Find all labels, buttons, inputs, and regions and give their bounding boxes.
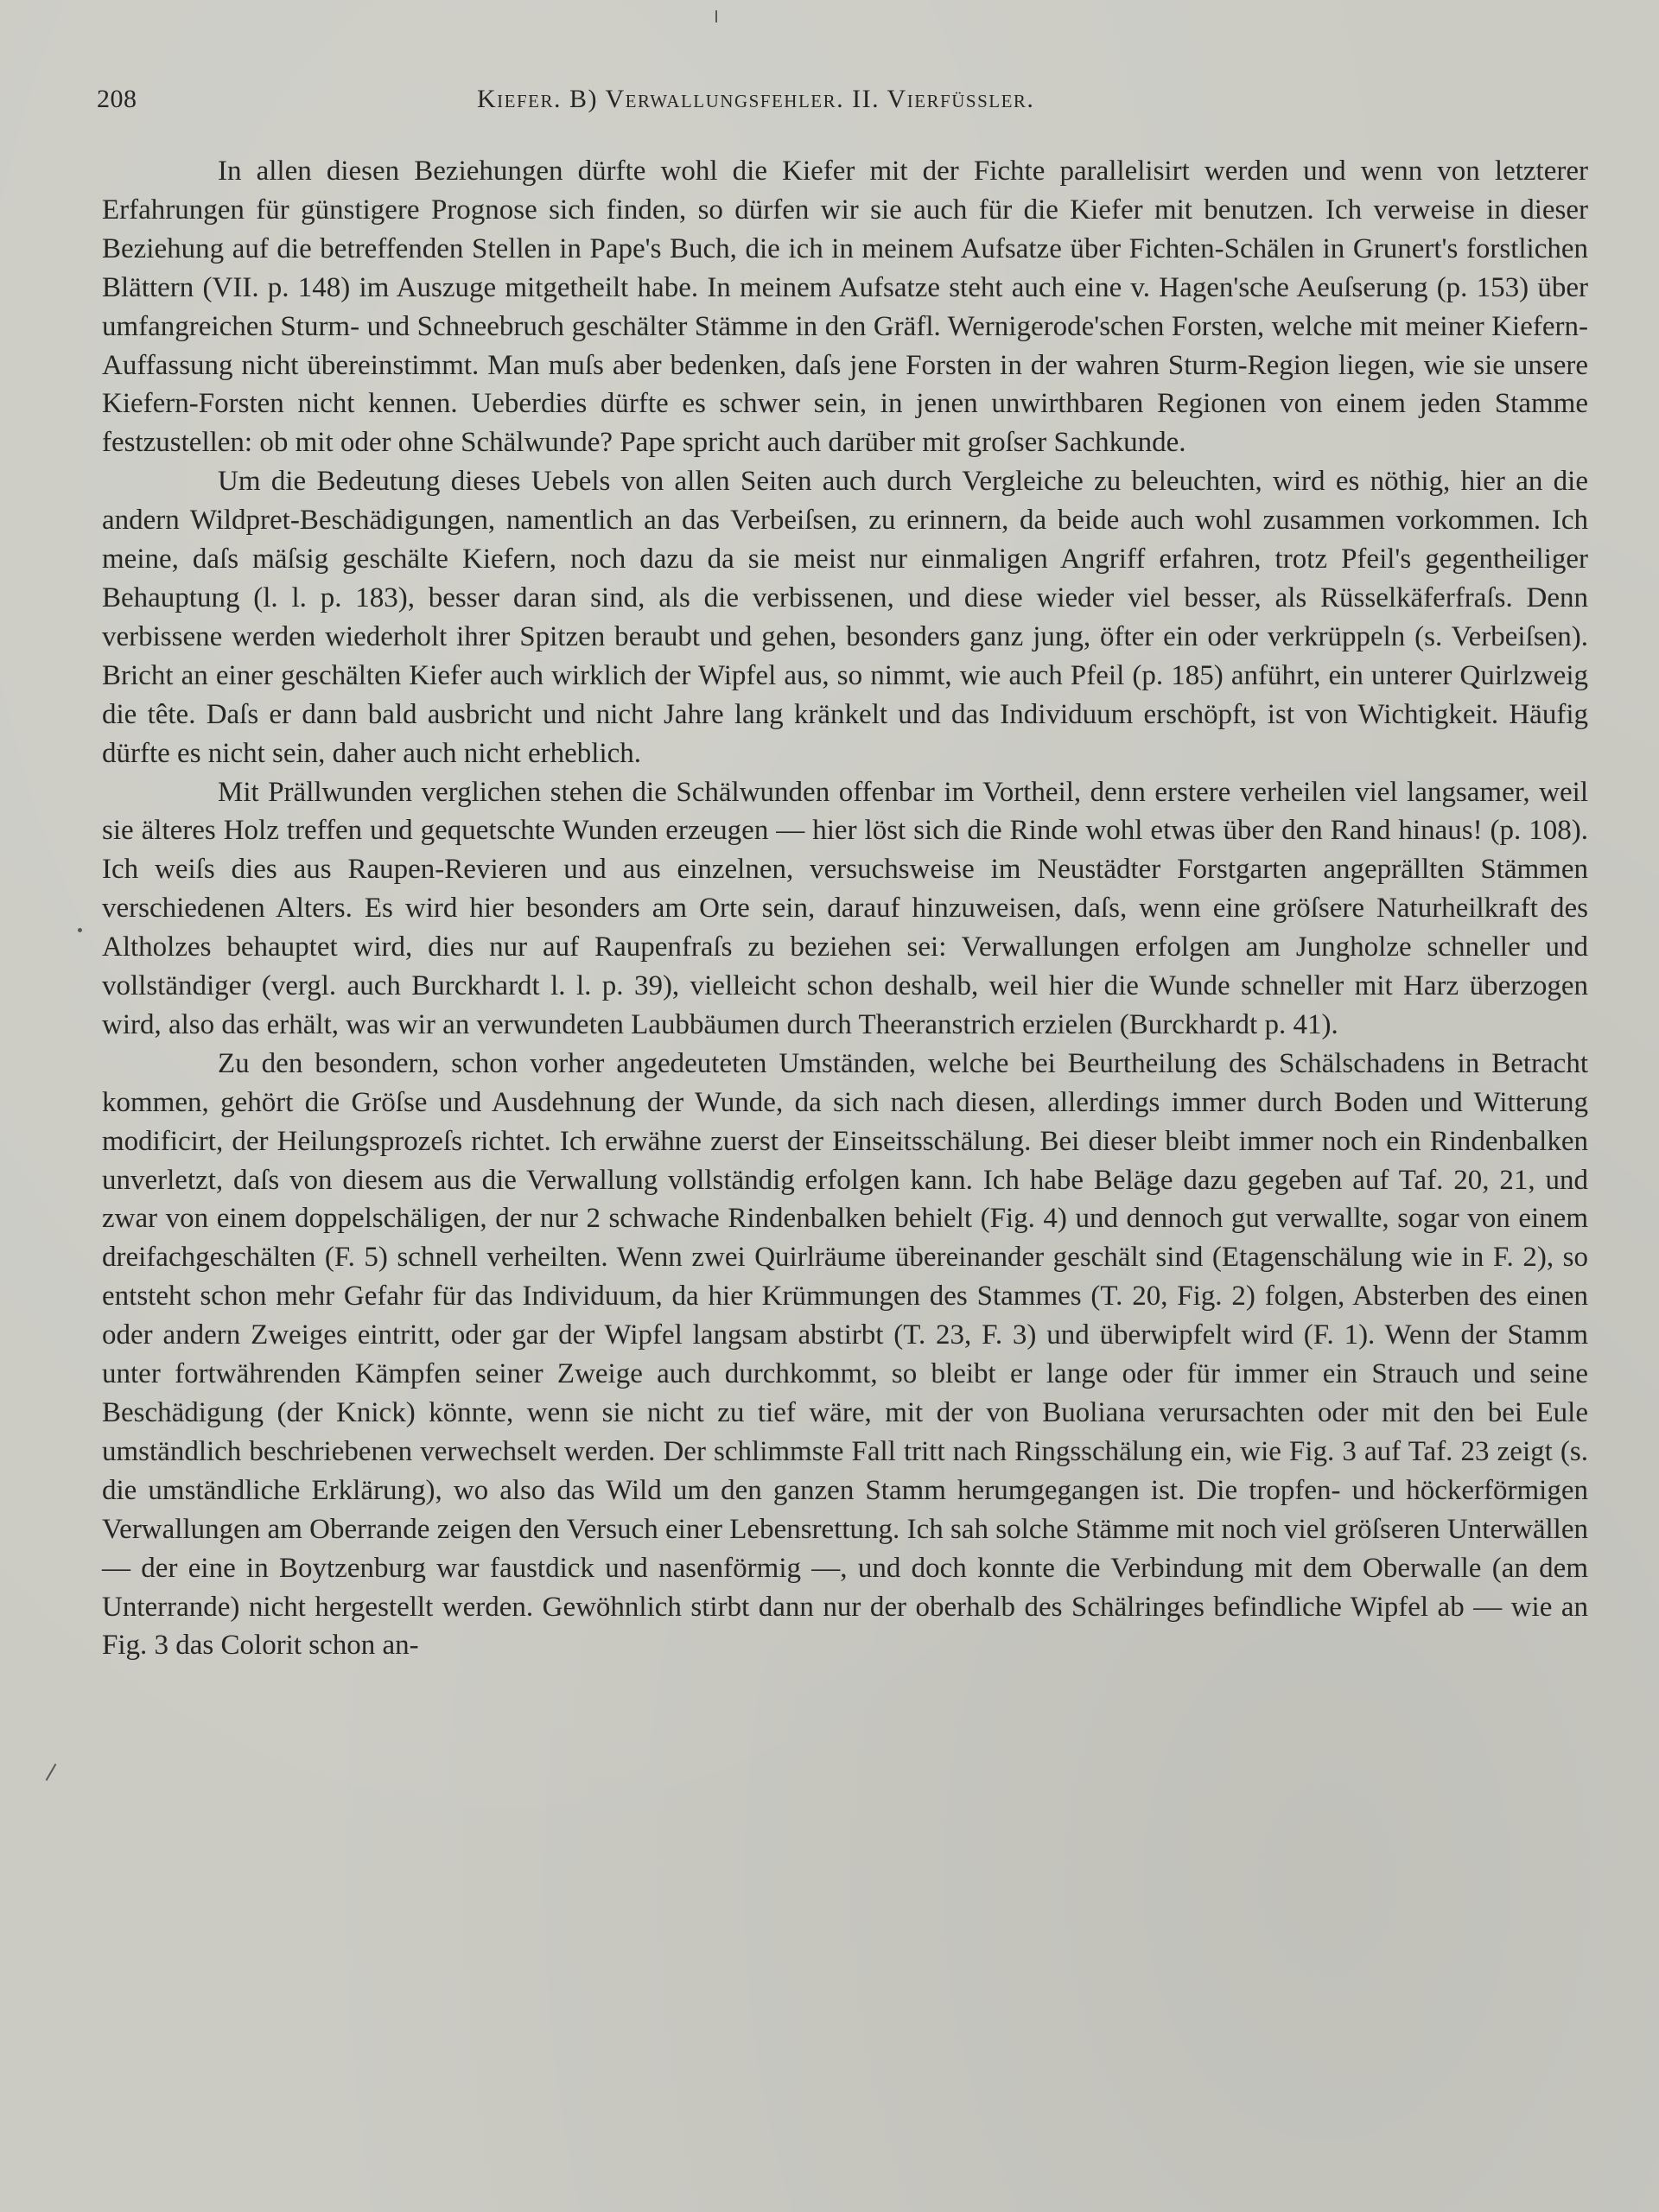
page-number: 208 — [97, 85, 137, 113]
ink-mark — [715, 10, 717, 22]
paragraph: In allen diesen Beziehungen dürfte wohl die Kiefer mit der Fichte parallelisirt werden und wenn von letzterer Erfahrungen für günstigere Prognose sich finden, so dürfen wir sie auch für die Kiefer mit benutzen. Ich verweise in dieser Beziehung auf die betreffenden Stellen in Pape's Buch, die ich in meinem Aufsatze über Fichten-Schälen in Grunert's forstlichen Blättern (VII. p. 148) im Auszuge mitgetheilt habe. In meinem Aufsatze steht auch eine v. Hagen'sche Aeuſserung (p. 153) über umfangreichen Sturm- und Schneebruch geschälter Stämme in den Gräfl. Wernigerode'schen Forsten, welche mit meiner Kiefern-Auffassung nicht übereinstimmt. Man muſs aber bedenken, daſs jene Forsten in der wahren Sturm-Region liegen, wie sie unsere Kiefern-Forsten nicht kennen. Ueberdies dürfte es schwer sein, in jenen unwirthbaren Regionen von einem jeden Stamme festzustellen: ob mit oder ohne Schälwunde? Pape spricht auch darüber mit groſser Sachkunde. — [102, 156, 1588, 459]
paragraph: Zu den besondern, schon vorher angedeuteten Umständen, welche bei Beurtheilung des Schälschadens in Betracht kommen, gehört die Gröſse und Ausdehnung der Wunde, da sich nach diesen, allerdings immer durch Boden und Witterung modificirt, der Heilungsprozeſs richtet. Ich erwähne zuerst der Einseitsschälung. Bei dieser bleibt immer noch ein Rindenbalken unverletzt, daſs von diesem aus die Verwallung vollständig erfolgen kann. Ich habe Beläge dazu gegeben auf Taf. 20, 21, und zwar von einem doppelschäligen, der nur 2 schwache Rindenbalken behielt (Fig. 4) und dennoch gut verwallte, sogar von einem dreifachgeschälten (F. 5) schnell verheilten. Wenn zwei Quirlräume übereinander geschält sind (Etagenschälung wie in F. 2), so entsteht schon mehr Gefahr für das Individuum, da hier Krümmungen des Stammes (T. 20, Fig. 2) folgen, Absterben des einen oder andern Zweiges eintritt, oder gar der Wipfel langsam abstirbt (T. 23, F. 3) und überwipfelt wird (F. 1). Wenn der Stamm unter fortwährenden Kämpfen seiner Zweige auch durchkommt, so bleibt er lange oder für immer ein Strauch und seine Beschädigung (der Knick) könnte, wenn sie nicht zu tief wäre, mit der von Buoliana verursachten oder mit den bei Eule umständlich beschriebenen verwechselt werden. Der schlimmste Fall tritt nach Ringsschälung ein, wie Fig. 3 auf Taf. 23 zeigt (s. die umständliche Erklärung), wo also das Wild um den ganzen Stamm herumgegangen ist. Die tropfen- und höckerförmigen Verwallungen am Oberrande zeigen den Versuch einer Lebensrettung. Ich sah solche Stämme mit noch viel gröſseren Unterwällen — der eine in Boytzenburg war faustdick und nasenförmig —, und doch konnte die Verbindung mit dem Oberwalle (an dem Unterrande) nicht hergestellt werden. Gewöhnlich stirbt dann nur der oberhalb des Schälringes befindliche Wipfel ab — wie an Fig. 3 das Colorit schon an- — [102, 1047, 1588, 1662]
running-head: Kiefer. B) Verwallungsfehler. II. Vierfüssler. — [477, 85, 1035, 113]
page-header — [97, 85, 1592, 123]
ink-mark — [78, 928, 82, 932]
paragraph: Mit Prällwunden verglichen stehen die Schälwunden offenbar im Vortheil, denn erstere verheilen viel langsamer, weil sie älteres Holz treffen und gequetschte Wunden erzeugen — hier löst sich die Rinde wohl etwas über den Rand hinaus! (p. 108). Ich weiſs dies aus Raupen-Revieren und aus einzelnen, versuchsweise im Neustädter Forstgarten angeprällten Stämmen verschiedenen Alters. Es wird hier besonders am Orte sein, darauf hinzuweisen, daſs, wenn eine gröſsere Naturheilkraft des Altholzes behauptet wird, dies nur auf Raupenfraſs zu beziehen sei: Verwallungen erfolgen am Jungholze schneller und vollständiger (vergl. auch Burckhardt l. l. p. 39), vielleicht schon deshalb, weil hier die Wunde schneller mit Harz überzogen wird, also das erhält, was wir an verwundeten Laubbäumen durch Theeranstrich erzielen (Burckhardt p. 41). — [102, 776, 1588, 1040]
body-text — [102, 152, 1588, 1665]
ink-mark — [46, 1764, 57, 1781]
paragraph: Um die Bedeutung dieses Uebels von allen Seiten auch durch Vergleiche zu beleuchten, wird es nöthig, hier an die andern Wildpret-Beschädigungen, namentlich an das Verbeiſsen, zu erinnern, da beide auch wohl zusammen vorkommen. Ich meine, daſs mäſsig geschälte Kiefern, noch dazu da sie meist nur einmaligen Angriff erfahren, trotz Pfeil's gegentheiliger Behauptung (l. l. p. 183), besser daran sind, als die verbissenen, und diese wieder viel besser, als Rüsselkäferfraſs. Denn verbissene werden wiederholt ihrer Spitzen beraubt und gehen, besonders ganz jung, öfter ein oder verkrüppeln (s. Verbeiſsen). Bricht an einer geschälten Kiefer auch wirklich der Wipfel aus, so nimmt, wie auch Pfeil (p. 185) anführt, ein unterer Quirlzweig die tête. Daſs er dann bald ausbricht und nicht Jahre lang kränkelt und das Individuum erschöpft, ist von Wichtigkeit. Häufig dürfte es nicht sein, daher auch nicht erheblich. — [102, 466, 1588, 769]
